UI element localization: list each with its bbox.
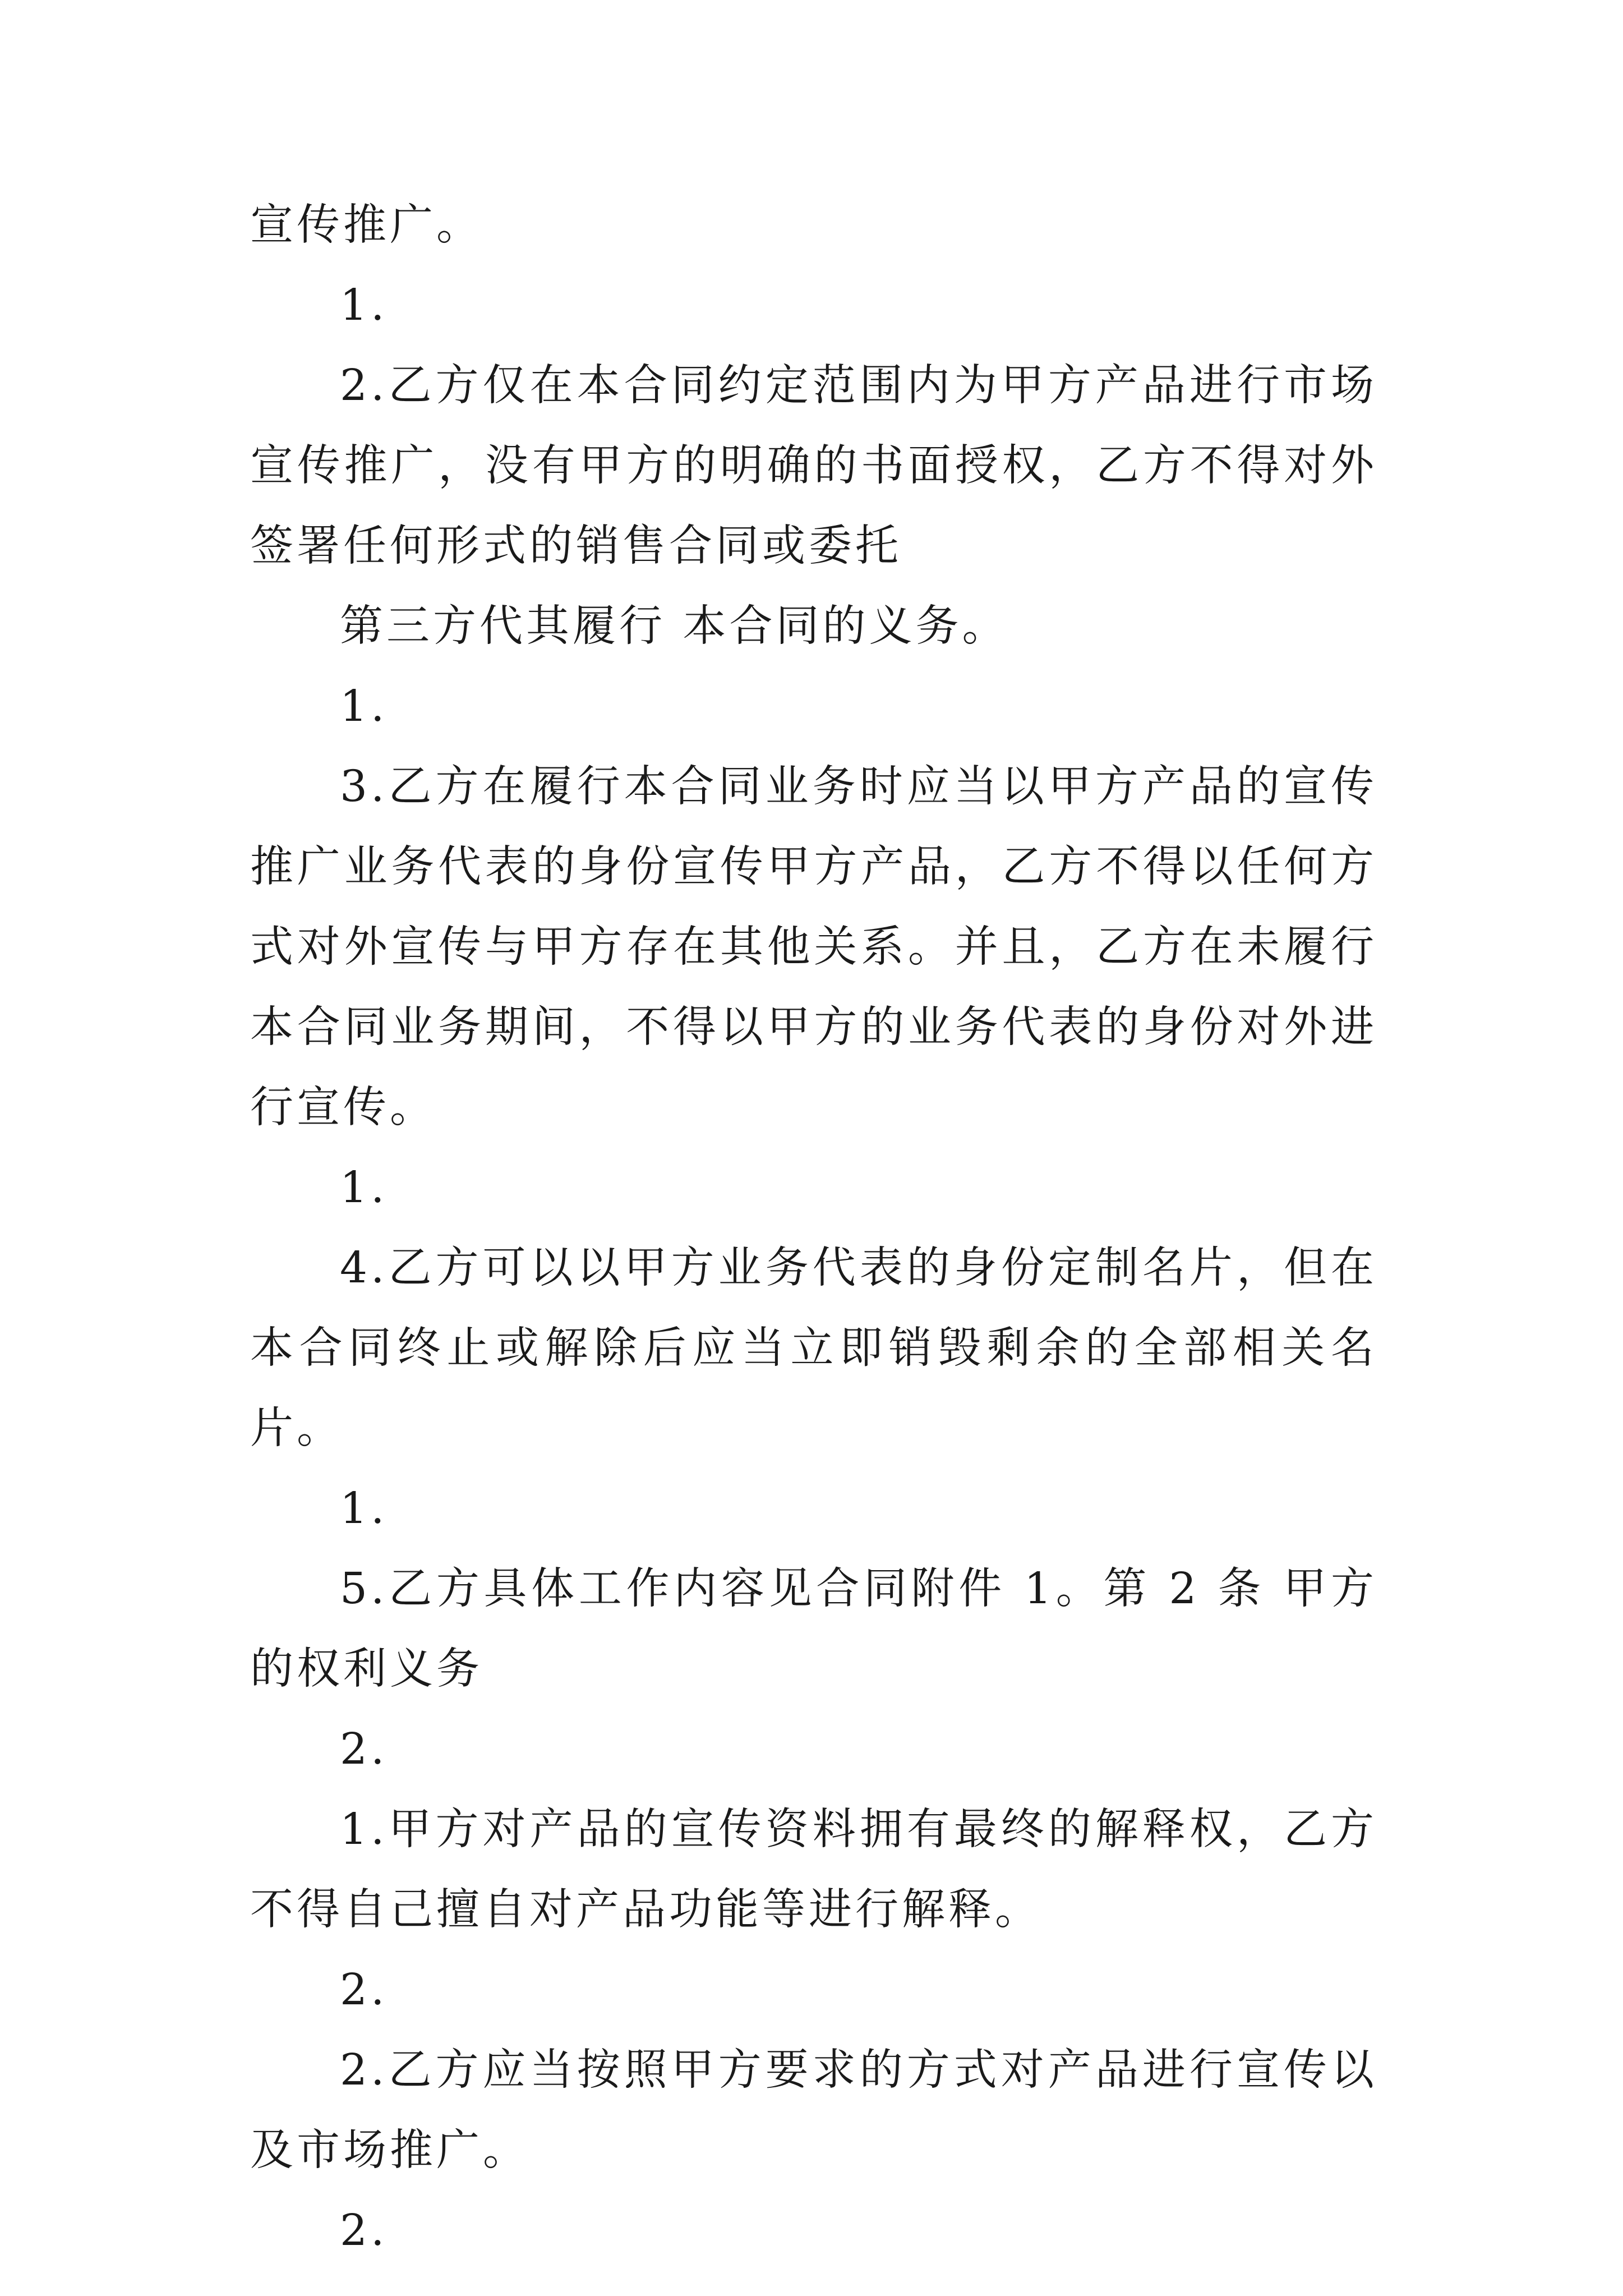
paragraph: 2.乙方仅在本合同约定范围内为甲方产品进行市场宣传推广，没有甲方的明确的书面授权，乙方不得对外签署任何形式的销售合同或委托 xyxy=(250,361,1377,571)
paragraph: 3.乙方在履行本合同业务时应当以甲方产品的宣传推广业务代表的身份宣传甲方产品，乙方不得以任何方式对外宣传与甲方存在其他关系。并且，乙方在未履行本合同业务期间，不得以甲方的业务代表的身份对外进行宣传。 xyxy=(250,762,1377,1133)
paragraph: 2. xyxy=(340,2206,388,2256)
paragraph: 第三方代其履行 本合同的义务。 xyxy=(340,601,1009,651)
paragraph: 1. xyxy=(340,1163,388,1213)
paragraph: 1. xyxy=(340,1484,388,1534)
paragraph: 宣传推广。 xyxy=(250,200,483,250)
paragraph: 4.乙方可以以甲方业务代表的身份定制名片，但在本合同终止或解除后应当立即销毁剩余的全部相关名片。 xyxy=(250,1243,1377,1453)
paragraph: 2. xyxy=(340,1724,388,1774)
paragraph: 5.乙方具体工作内容见合同附件 1。第 2 条 甲方的权利义务 xyxy=(250,1564,1377,1694)
paragraph: 2. xyxy=(340,1965,388,2015)
paragraph: 1. xyxy=(340,280,388,330)
paragraph: 1. xyxy=(340,682,388,731)
paragraph: 2.乙方应当按照甲方要求的方式对产品进行宣传以及市场推广。 xyxy=(250,2045,1377,2175)
document-body xyxy=(250,185,1377,2271)
paragraph: 1.甲方对产品的宣传资料拥有最终的解释权，乙方不得自己擅自对产品功能等进行解释。 xyxy=(250,1805,1377,1935)
